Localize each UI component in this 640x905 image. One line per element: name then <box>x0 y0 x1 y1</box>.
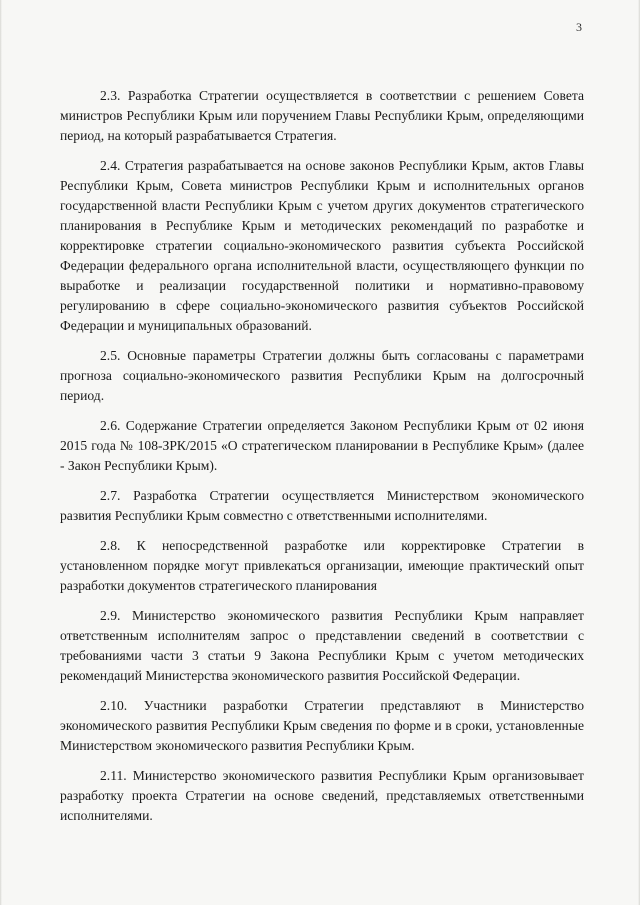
paragraph-2-6: 2.6. Содержание Стратегии определяется Законом Республики Крым от 02 июня 2015 года № 108-ЗРК/2015 «О стратегическом планировании в Республике Крым» (далее - Закон Республики Крым). <box>60 418 584 473</box>
page-number: 3 <box>576 20 582 34</box>
paragraph-2-7: 2.7. Разработка Стратегии осуществляется Министерством экономического развития Республики Крым совместно с ответственными исполнителями. <box>60 488 584 523</box>
paragraph-2-9: 2.9. Министерство экономического развития Республики Крым направляет ответственным исполнителям запрос о представлении сведений в соответствии с требованиями части 3 статьи 9 Закона Республики Крым с учетом методических рекомендаций Министерства экономического развития Российской Федерации. <box>60 608 584 683</box>
paragraph-2-3: 2.3. Разработка Стратегии осуществляется в соответствии с решением Совета министров Республики Крым или поручением Главы Республики Крым, определяющими период, на который разрабатывается Стратегия. <box>60 88 584 143</box>
document-body <box>60 86 584 836</box>
paragraph-2-8: 2.8. К непосредственной разработке или корректировке Стратегии в установленном порядке могут привлекаться организации, имеющие практический опыт разработки документов стратегического планирования <box>60 538 584 593</box>
paragraph-2-5: 2.5. Основные параметры Стратегии должны быть согласованы с параметрами прогноза социально-экономического развития Республики Крым на долгосрочный период. <box>60 348 584 403</box>
paragraph-2-11: 2.11. Министерство экономического развития Республики Крым организовывает разработку проекта Стратегии на основе сведений, представляемых ответственными исполнителями. <box>60 768 584 823</box>
paragraph-2-10: 2.10. Участники разработки Стратегии представляют в Министерство экономического развития Республики Крым сведения по форме и в сроки, установленные Министерством экономического развития Республики Крым. <box>60 698 584 753</box>
scan-edge-left <box>0 0 2 905</box>
paragraph-2-4: 2.4. Стратегия разрабатывается на основе законов Республики Крым, актов Главы Республики Крым, Совета министров Республики Крым и исполнительных органов государственной власти Республики Крым с учетом других документов стратегического планирования в Республике Крым и методических рекомендаций по разработке и корректировке стратегии социально-экономического развития субъекта Российской Федерации федерального органа исполнительной власти, осуществляющего функции по выработке и реализации государственной политики и нормативно-правовому регулированию в сфере социально-экономического развития субъектов Российской Федерации и муниципальных образований. <box>60 158 584 333</box>
